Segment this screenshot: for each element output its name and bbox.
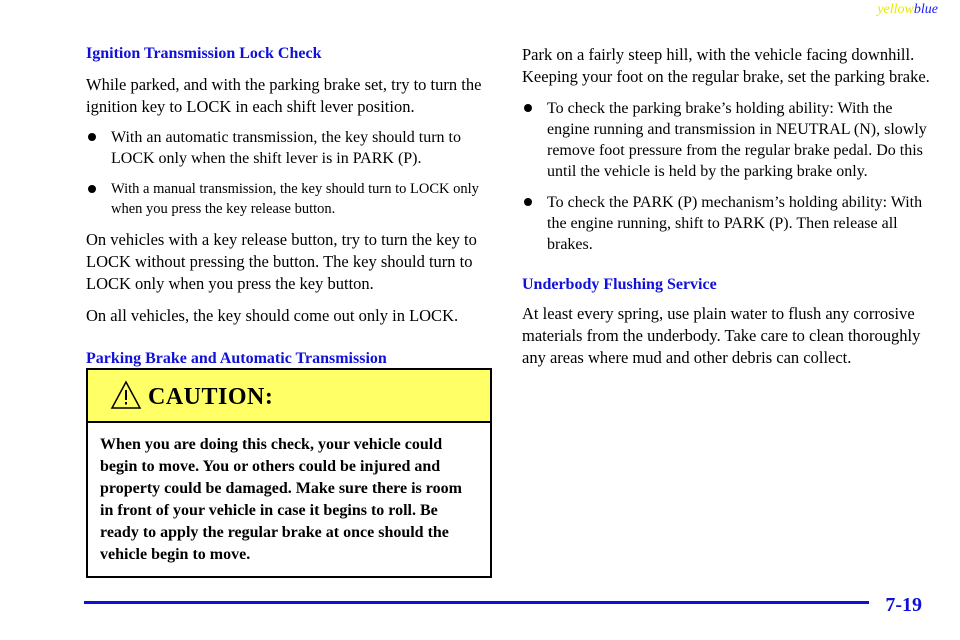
color-tag-yellow: yellow [877, 2, 914, 17]
underbody-paragraph: At least every spring, use plain water to flush any corrosive materials from the underbody. Take care to clean thoroughly any areas where mud and other debris can collect. [522, 304, 921, 367]
bullet-dot-icon [524, 104, 532, 112]
list-item: With an automatic transmission, the key should turn to LOCK only when the shift lever is in PARK (P). [86, 127, 492, 169]
warning-triangle-icon [110, 380, 142, 410]
bullet-dot-icon [88, 185, 96, 193]
page-number: 7-19 [885, 594, 922, 616]
key-lock-paragraph: On all vehicles, the key should come out only in LOCK. [86, 306, 459, 325]
list-item: To check the parking brake’s holding ability: With the engine running and transmission in NEUTRAL (N), slowly remove foot pressure from the regular brake pedal. Do this until the vehicle is held by the parking brake only. [522, 98, 934, 182]
parking-brake-heading: Parking Brake and Automatic Transmission [86, 350, 387, 367]
caution-header [88, 370, 490, 423]
list-item: To check the PARK (P) mechanism’s holding ability: With the engine running, shift to PARK (P). Then release all brakes. [522, 192, 934, 255]
footer-rule [84, 601, 869, 604]
left-column [86, 44, 492, 389]
caution-title: CAUTION: [148, 384, 274, 410]
hill-parking-paragraph: Park on a fairly steep hill, with the vehicle facing downhill. Keeping your foot on the regular brake, set the parking brake. [522, 45, 930, 86]
bullet-dot-icon [524, 198, 532, 206]
list-item: With a manual transmission, the key should turn to LOCK only when you press the key release button. [86, 179, 492, 219]
ignition-lock-intro: While parked, and with the parking brake set, try to turn the ignition key to LOCK in each shift lever position. [86, 75, 482, 116]
bullet-dot-icon [88, 133, 96, 141]
brake-check-bullets [522, 98, 934, 255]
color-tag [877, 2, 938, 18]
underbody-heading: Underbody Flushing Service [522, 276, 717, 293]
ignition-lock-heading: Ignition Transmission Lock Check [86, 45, 322, 62]
caution-text: When you are doing this check, your vehicle could begin to move. You or others could be injured and property could be damaged. Make sure there is room in front of your vehicle in case it begins to roll. Be ready to apply the regular brake at once should the vehicle begin to move. [100, 436, 462, 563]
ignition-lock-bullets [86, 127, 492, 219]
caution-box [86, 368, 492, 578]
right-column [522, 44, 934, 369]
key-release-paragraph: On vehicles with a key release button, try to turn the key to LOCK without pressing the button. The key should turn to LOCK only when you press the key button. [86, 230, 477, 293]
color-tag-blue: blue [913, 2, 938, 17]
